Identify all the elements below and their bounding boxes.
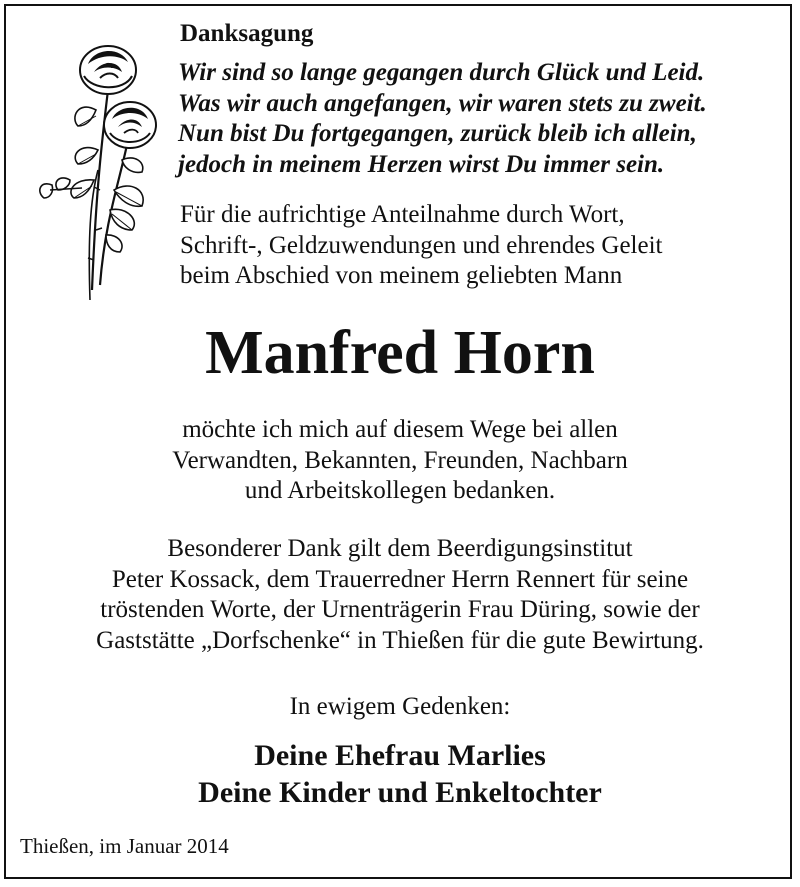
thanks-line: möchte ich mich auf diesem Wege bei allen	[182, 416, 618, 443]
memorial-poem	[178, 58, 707, 180]
special-thanks-line: Peter Kossack, dem Trauerredner Herrn Rennert für seine	[111, 565, 689, 593]
poem-line: Wir sind so lange gegangen durch Glück und Leid.	[178, 59, 705, 86]
heading-danksagung: Danksagung	[180, 20, 314, 47]
signatories	[0, 737, 800, 811]
intro-line: Für die aufrichtige Anteilnahme durch Wort,	[180, 201, 625, 228]
remembrance-line: In ewigem Gedenken:	[289, 693, 511, 720]
intro-line: beim Abschied von meinem geliebten Mann	[180, 262, 623, 289]
deceased-name-text: Manfred Horn	[205, 319, 595, 387]
rose-illustration-icon	[30, 30, 165, 305]
special-thanks-line: Besonderer Dank gilt dem Beerdigungsinstitut	[167, 535, 633, 562]
special-thanks-text	[0, 534, 800, 656]
special-thanks-line: tröstenden Worte, der Urnenträgerin Frau Düring, sowie der	[100, 596, 700, 623]
thanks-text	[0, 415, 800, 507]
signatory-line: Deine Kinder und Enkeltochter	[198, 776, 602, 809]
deceased-name	[0, 318, 800, 389]
signatory-line: Deine Ehefrau Marlies	[254, 739, 546, 772]
poem-line: Was wir auch angefangen, wir waren stets zu zweit.	[178, 89, 707, 117]
intro-text	[180, 200, 662, 292]
poem-line: Nun bist Du fortgegangen, zurück bleib ich allein,	[178, 120, 697, 147]
poem-line: jedoch in meinem Herzen wirst Du immer sein.	[178, 150, 665, 178]
special-thanks-line: Gaststätte „Dorfschenke“ in Thießen für die gute Bewirtung.	[96, 626, 704, 654]
thanks-line: Verwandten, Bekannten, Freunden, Nachbarn	[172, 446, 628, 474]
place-date: Thießen, im Januar 2014	[20, 834, 229, 858]
intro-line: Schrift-, Geldzuwendungen und ehrendes Geleit	[180, 231, 663, 259]
thanks-line: und Arbeitskollegen bedanken.	[244, 477, 556, 504]
